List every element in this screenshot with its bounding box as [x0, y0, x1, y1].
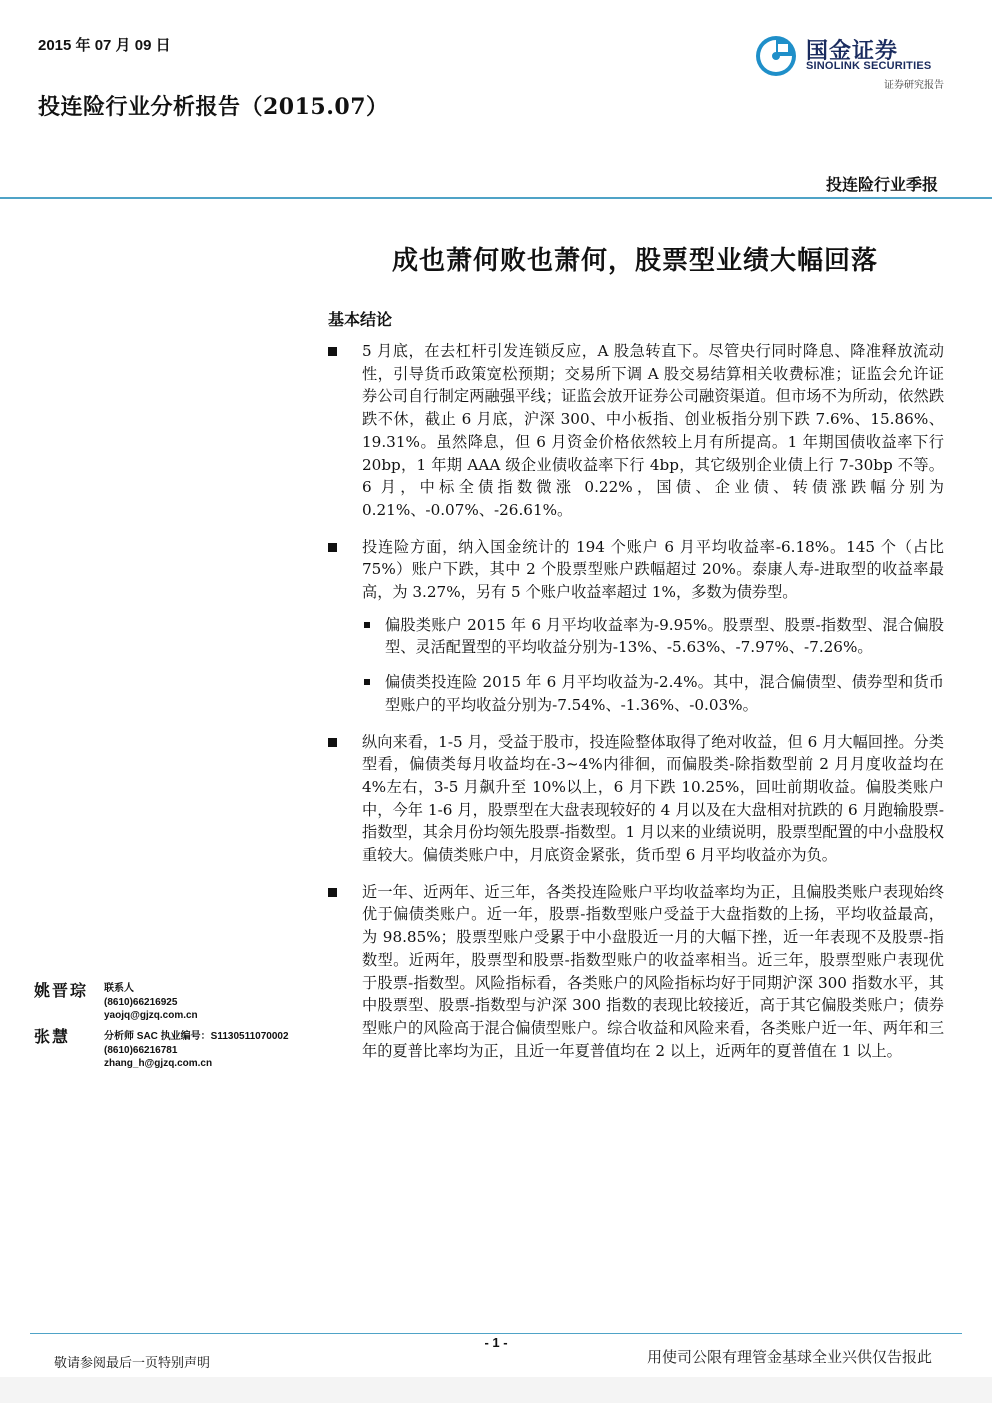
disclaimer-note: 敬请参阅最后一页特别声明: [54, 1356, 211, 1371]
report-category: 投连险行业季报: [825, 175, 938, 194]
logo-english-name: SINOLINK SECURITIES: [806, 60, 932, 72]
logo-subtitle: 证券研究报告: [884, 80, 944, 91]
sub-bullet-text: 偏股类账户 2015 年 6 月平均收益率为-9.95%。股票型、股票-指数型、混合偏股型、灵活配置型的平均收益分别为-13%、-5.63%、-7.97%、-7.26%。: [385, 615, 944, 657]
logo-chinese-name: 国金证券: [806, 39, 899, 64]
footer-watermark-text: 用使司公限有理管金基球全业兴供仅告报此: [646, 1348, 932, 1366]
header-divider: [0, 197, 992, 199]
analyst-phone: (8610)66216925: [104, 996, 178, 1008]
logo-emblem-icon: [754, 34, 798, 78]
bullet-item: [326, 731, 944, 867]
analyst-contact: [104, 1030, 289, 1071]
bullet-text: 近一年、近两年、近三年，各类投连险账户平均收益率均为正，且偏股类账户表现始终优于偏债类账户。近一年，股票-指数型账户受益于大盘指数的上扬，平均收益最高，为 98.85%；股票型账户受累于中小盘股近一月的大幅下挫，近一年表现不及股票-指数型。近两年，股票型和股票-指数型账户的收益率相当。近三年，股票型账户表现优于股票-指数型。风险指标看，各类账户的风险指标均好于同期沪深 300 指数水平，其中股票型、股票-指数型与沪深 300 指数的表现比较接近，高于其它偏股类账户；债券型账户的风险高于混合偏债型账户。综合收益和风险来看，各类账户近一年、两年和三年的夏普比率均为正，且近一年夏普值均在 2 以上，近两年的夏普值在 1 以上。: [362, 882, 944, 1060]
analyst-phone: (8610)66216781: [104, 1044, 178, 1056]
square-bullet-icon: [328, 888, 337, 897]
conclusions-body: [326, 340, 944, 1076]
bullet-item: [326, 536, 944, 604]
bullet-item: [326, 340, 944, 522]
report-date: 2015 年 07 月 09 日: [38, 37, 171, 54]
square-bullet-icon: [328, 543, 337, 552]
sub-bullet-item: [326, 614, 944, 659]
square-bullet-icon: [328, 347, 337, 356]
analyst-role: 分析师 SAC 执业编号：S1130511070002: [104, 1031, 289, 1042]
company-logo: [754, 30, 944, 92]
analyst-email[interactable]: zhang_h@gjzq.com.cn: [104, 1058, 213, 1069]
analyst-name: 张慧: [34, 1027, 71, 1046]
bullet-item: [326, 881, 944, 1063]
section-title: 基本结论: [328, 310, 393, 329]
sub-bullet-item: [326, 671, 944, 716]
bullet-text: 5 月底，在去杠杆引发连锁反应，A 股急转直下。尽管央行同时降息、降准释放流动性，引导货币政策宽松预期；交易所下调 A 股交易结算相关收费标准；证监会允许证券公司自行制定两融强平线；证监会放开证券公司融资渠道。但市场不为所动，依然跌跌不休，截止 6 月底，沪深 300、中小板指、创业板指分别下跌 7.6%、15.86%、19.31%。虽然降息，但 6 月资金价格依然较上月有所提高。1 年期国债收益率下行 20bp，1 年期 AAA 级企业债收益率下行 4bp，其它级别企业债上行 7-30bp 不等。6 月，中标全债指数微涨 0.22%，国债、企业债、转债涨跌幅分别为 0.21%、-0.07%、-26.61%。: [362, 342, 944, 519]
bullet-text: 纵向来看，1-5 月，受益于股市，投连险整体取得了绝对收益，但 6 月大幅回挫。分类型看，偏债类每月收益均在-3~4%内徘徊，而偏股类-除指数型前 2 月月度收益均在 4%左右，3-5 月飙升至 10%以上，6 月下跌 10.25%，回吐前期收益。偏股类账户中，今年 1-6 月，股票型在大盘表现较好的 4 月以及在大盘相对抗跌的 6 月跑输股票-指数型，其余月份均领先股票-指数型。1 月以来的业绩说明，股票型配置的中小盘股权重较大。偏债类账户中，月底资金紧张，货币型 6 月平均收益亦为负。: [362, 732, 944, 865]
footer-divider: [30, 1333, 962, 1334]
analyst-email[interactable]: yaojq@gjzq.com.cn: [104, 1010, 198, 1021]
analyst-role: 联系人: [104, 983, 134, 994]
page-number: - 1 -: [484, 1335, 508, 1350]
report-title: 投连险行业分析报告（2015.07）: [38, 94, 389, 120]
footer-band: [0, 1377, 992, 1403]
small-square-bullet-icon: [364, 622, 370, 628]
analyst-name: 姚晋琮: [34, 981, 89, 1000]
square-bullet-icon: [328, 738, 337, 747]
small-square-bullet-icon: [364, 679, 370, 685]
bullet-text: 投连险方面，纳入国金统计的 194 个账户 6 月平均收益率-6.18%。145 个（占比 75%）账户下跌，其中 2 个股票型账户跌幅超过 20%。泰康人寿-进取型的收益率最高，为 3.27%，另有 5 个账户收益率超过 1%，多数为债券型。: [362, 537, 944, 602]
headline: 成也萧何败也萧何，股票型业绩大幅回落: [391, 246, 878, 276]
analyst-contact: [104, 982, 198, 1023]
sub-bullet-text: 偏债类投连险 2015 年 6 月平均收益为-2.4%。其中，混合偏债型、债券型和货币型账户的平均收益分别为-7.54%、-1.36%、-0.03%。: [385, 673, 944, 714]
